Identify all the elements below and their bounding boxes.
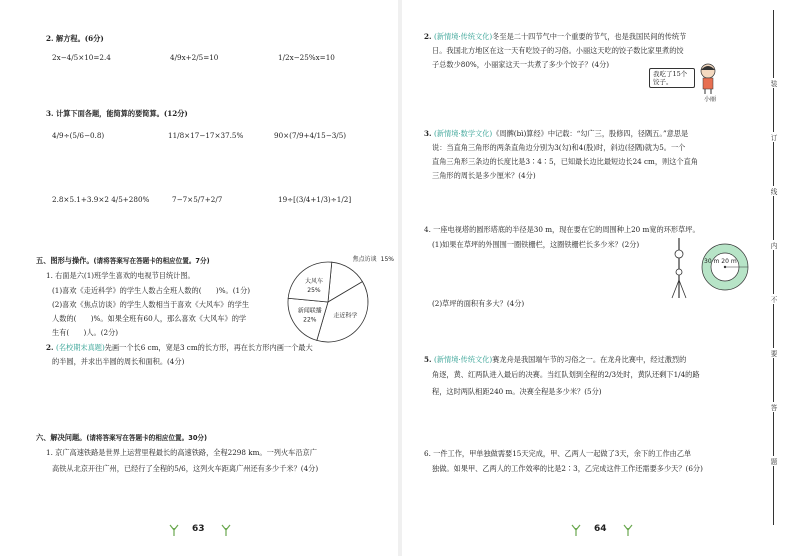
pie-label: 大风车 xyxy=(304,278,323,286)
page-number-right: 64 xyxy=(594,524,607,534)
pie-value-label: 22% xyxy=(303,316,317,324)
s5q1-line-2: (1)喜欢《走近科学》的学生人数占全班人数的( )%。(1分) xyxy=(52,286,251,295)
section-6-hint: (请将答案写在答题卡的相应位置。30分) xyxy=(86,434,208,442)
pie-value-label: 15% xyxy=(380,256,394,264)
calc-4: 2.8×5.1+3.9×2 4/5+280% xyxy=(52,195,150,204)
right-page xyxy=(402,0,800,556)
binding-char: 不 xyxy=(766,294,782,304)
left-page xyxy=(0,0,398,556)
r-q6-line-2: 独做。如果甲、乙两人的工作效率的比是2∶3，乙完成这件工作还需要多少天？(6分) xyxy=(432,464,703,473)
pie-chart xyxy=(282,250,392,346)
r-q3-tag: (新情境·数学文化) xyxy=(434,129,493,138)
equation-2: 4/9x+2/5=10 xyxy=(170,53,219,62)
r-q2-line-1: 2. (新情境·传统文化)冬至是二十四节气中一个重要的节气，也是我国民间的传统节 xyxy=(424,32,687,41)
binding-char: 订 xyxy=(766,132,782,142)
calc-1: 4/9÷(5/6−0.8) xyxy=(52,131,105,140)
r-q2-line-3: 子总数少80%，小丽家这天一共煮了多少个饺子？(4分) xyxy=(432,60,610,69)
speech-bubble: 我吃了15个饺子。 xyxy=(649,68,695,88)
section-5-title: 五、图形与操作。(请将答案写在答题卡的相应位置。7分) xyxy=(36,256,210,265)
q2-title: 2. 解方程。(6分) xyxy=(46,34,104,43)
pie-label: 焦点访谈 xyxy=(352,256,377,264)
binding-margin xyxy=(760,0,788,556)
r-q3-line-1: 3. (新情境·数学文化)《周髀(bì)算经》中记载：“勾广三，股修四，径隅五。”意思是 xyxy=(424,129,689,138)
r-q3-line-3: 直角三角形三条边的长度比是3∶4∶5，已知最长边比最短边长24 cm，则这个直角 xyxy=(432,157,698,166)
binding-char: 线 xyxy=(766,186,782,196)
s6q1-line-2: 高铁从北京开往广州，已经行了全程的5/6，这列火车距离广州还有多少千米？(4分) xyxy=(52,464,319,473)
calc-5: 7−7×5/7+2/7 xyxy=(172,195,223,204)
s5q1-line-5: 生有( )人。(2分) xyxy=(52,328,119,337)
ring-lawn-diagram xyxy=(700,242,750,292)
r-q5-line-3: 程，这时两队相距240 m。决赛全程是多少米？(5分) xyxy=(432,387,602,396)
tower-illustration xyxy=(666,236,692,302)
binding-char: 要 xyxy=(766,348,782,358)
pie-value-label: 25% xyxy=(307,287,321,295)
calc-6: 19÷[(3/4+1/3)÷1/2] xyxy=(278,195,352,204)
s5q1-line-1: 1. 右面是六(1)班学生喜欢的电视节目统计图。 xyxy=(46,271,195,280)
r-q6-line-1: 6. 一件工作，甲单独做需要15天完成，甲、乙两人一起做了3天，余下的工作由乙单 xyxy=(424,449,692,458)
ring-label: 30 m 20 m xyxy=(704,258,737,265)
r-q3-line-2: 说：当直角三角形的两条直角边分别为3(勾)和4(股)时，斜边(径隅)就为5。一个 xyxy=(432,143,686,152)
binding-char: 内 xyxy=(766,240,782,250)
binding-char: 装 xyxy=(766,78,782,88)
r-q5-line-1: 5. (新情境·传统文化)赛龙舟是我国端午节的习俗之一。在龙舟比赛中，经过激烈的 xyxy=(424,355,687,364)
s6q1-line-1: 1. 京广高速铁路是世界上运营里程最长的高速铁路，全程2298 km。一列火车沿京广 xyxy=(46,448,317,457)
equation-3: 1/2x−25%x=10 xyxy=(278,53,335,62)
r-q5-line-2: 角逐，黄、红两队进入最后的决赛。当红队划到全程的2/3处时，黄队还剩下1/4的路 xyxy=(432,370,700,379)
pie-label: 新闻联播 xyxy=(297,307,322,315)
section-5-hint: (请将答案写在答题卡的相应位置。7分) xyxy=(93,257,210,265)
s5q2-tag: (名校期末真题) xyxy=(56,343,105,352)
q3-title: 3. 计算下面各题，能简算的要简算。(12分) xyxy=(46,109,188,118)
r-q3-line-4: 三角形的周长是多少厘米？(4分) xyxy=(432,171,536,180)
r-q5-tag: (新情境·传统文化) xyxy=(434,355,493,364)
r-q4-line-2: (1)如果在草坪的外围围一圈铁栅栏，这圈铁栅栏长多少米？(2分) xyxy=(432,240,640,249)
r-q2-line-2: 日。我国北方地区在这一天有吃饺子的习俗。小丽这天吃的饺子数比家里煮的饺 xyxy=(432,46,684,55)
pie-label: 走近科学 xyxy=(333,312,358,320)
page-number-left: 63 xyxy=(192,524,205,534)
girl-name: 小丽 xyxy=(704,96,717,103)
r-q4-line-1: 4. 一座电视塔的圆形塔底的半径是30 m，现在要在它的周围种上20 m宽的环形草坪。 xyxy=(424,225,700,234)
binding-char: 题 xyxy=(766,456,782,466)
calc-3: 90×(7/9+4/15−3/5) xyxy=(274,131,347,140)
calc-2: 11/8×17−17×37.5% xyxy=(168,131,244,140)
girl-illustration xyxy=(694,62,722,96)
r-q2-tag: (新情境·传统文化) xyxy=(434,32,493,41)
s5q1-line-4: 人数的( )%。如果全班有60人，那么喜欢《大风车》的学 xyxy=(52,314,247,323)
s5q2-line-1: 2. (名校期末真题)先画一个长6 cm，宽是3 cm的长方形，再在长方形内画一个最大 xyxy=(46,343,313,352)
s5q1-line-3: (2)喜欢《焦点访谈》的学生人数相当于喜欢《大风车》的学生 xyxy=(52,300,250,309)
s5q2-line-2: 的半圆，并求出半圆的周长和面积。(4分) xyxy=(52,357,185,366)
r-q4-line-3: (2)草坪的面积有多大？(4分) xyxy=(432,299,525,308)
section-6-title: 六、解决问题。(请将答案写在答题卡的相应位置。30分) xyxy=(36,433,208,442)
binding-char: 答 xyxy=(766,402,782,412)
equation-1: 2x−4/5×10=2.4 xyxy=(52,53,111,62)
